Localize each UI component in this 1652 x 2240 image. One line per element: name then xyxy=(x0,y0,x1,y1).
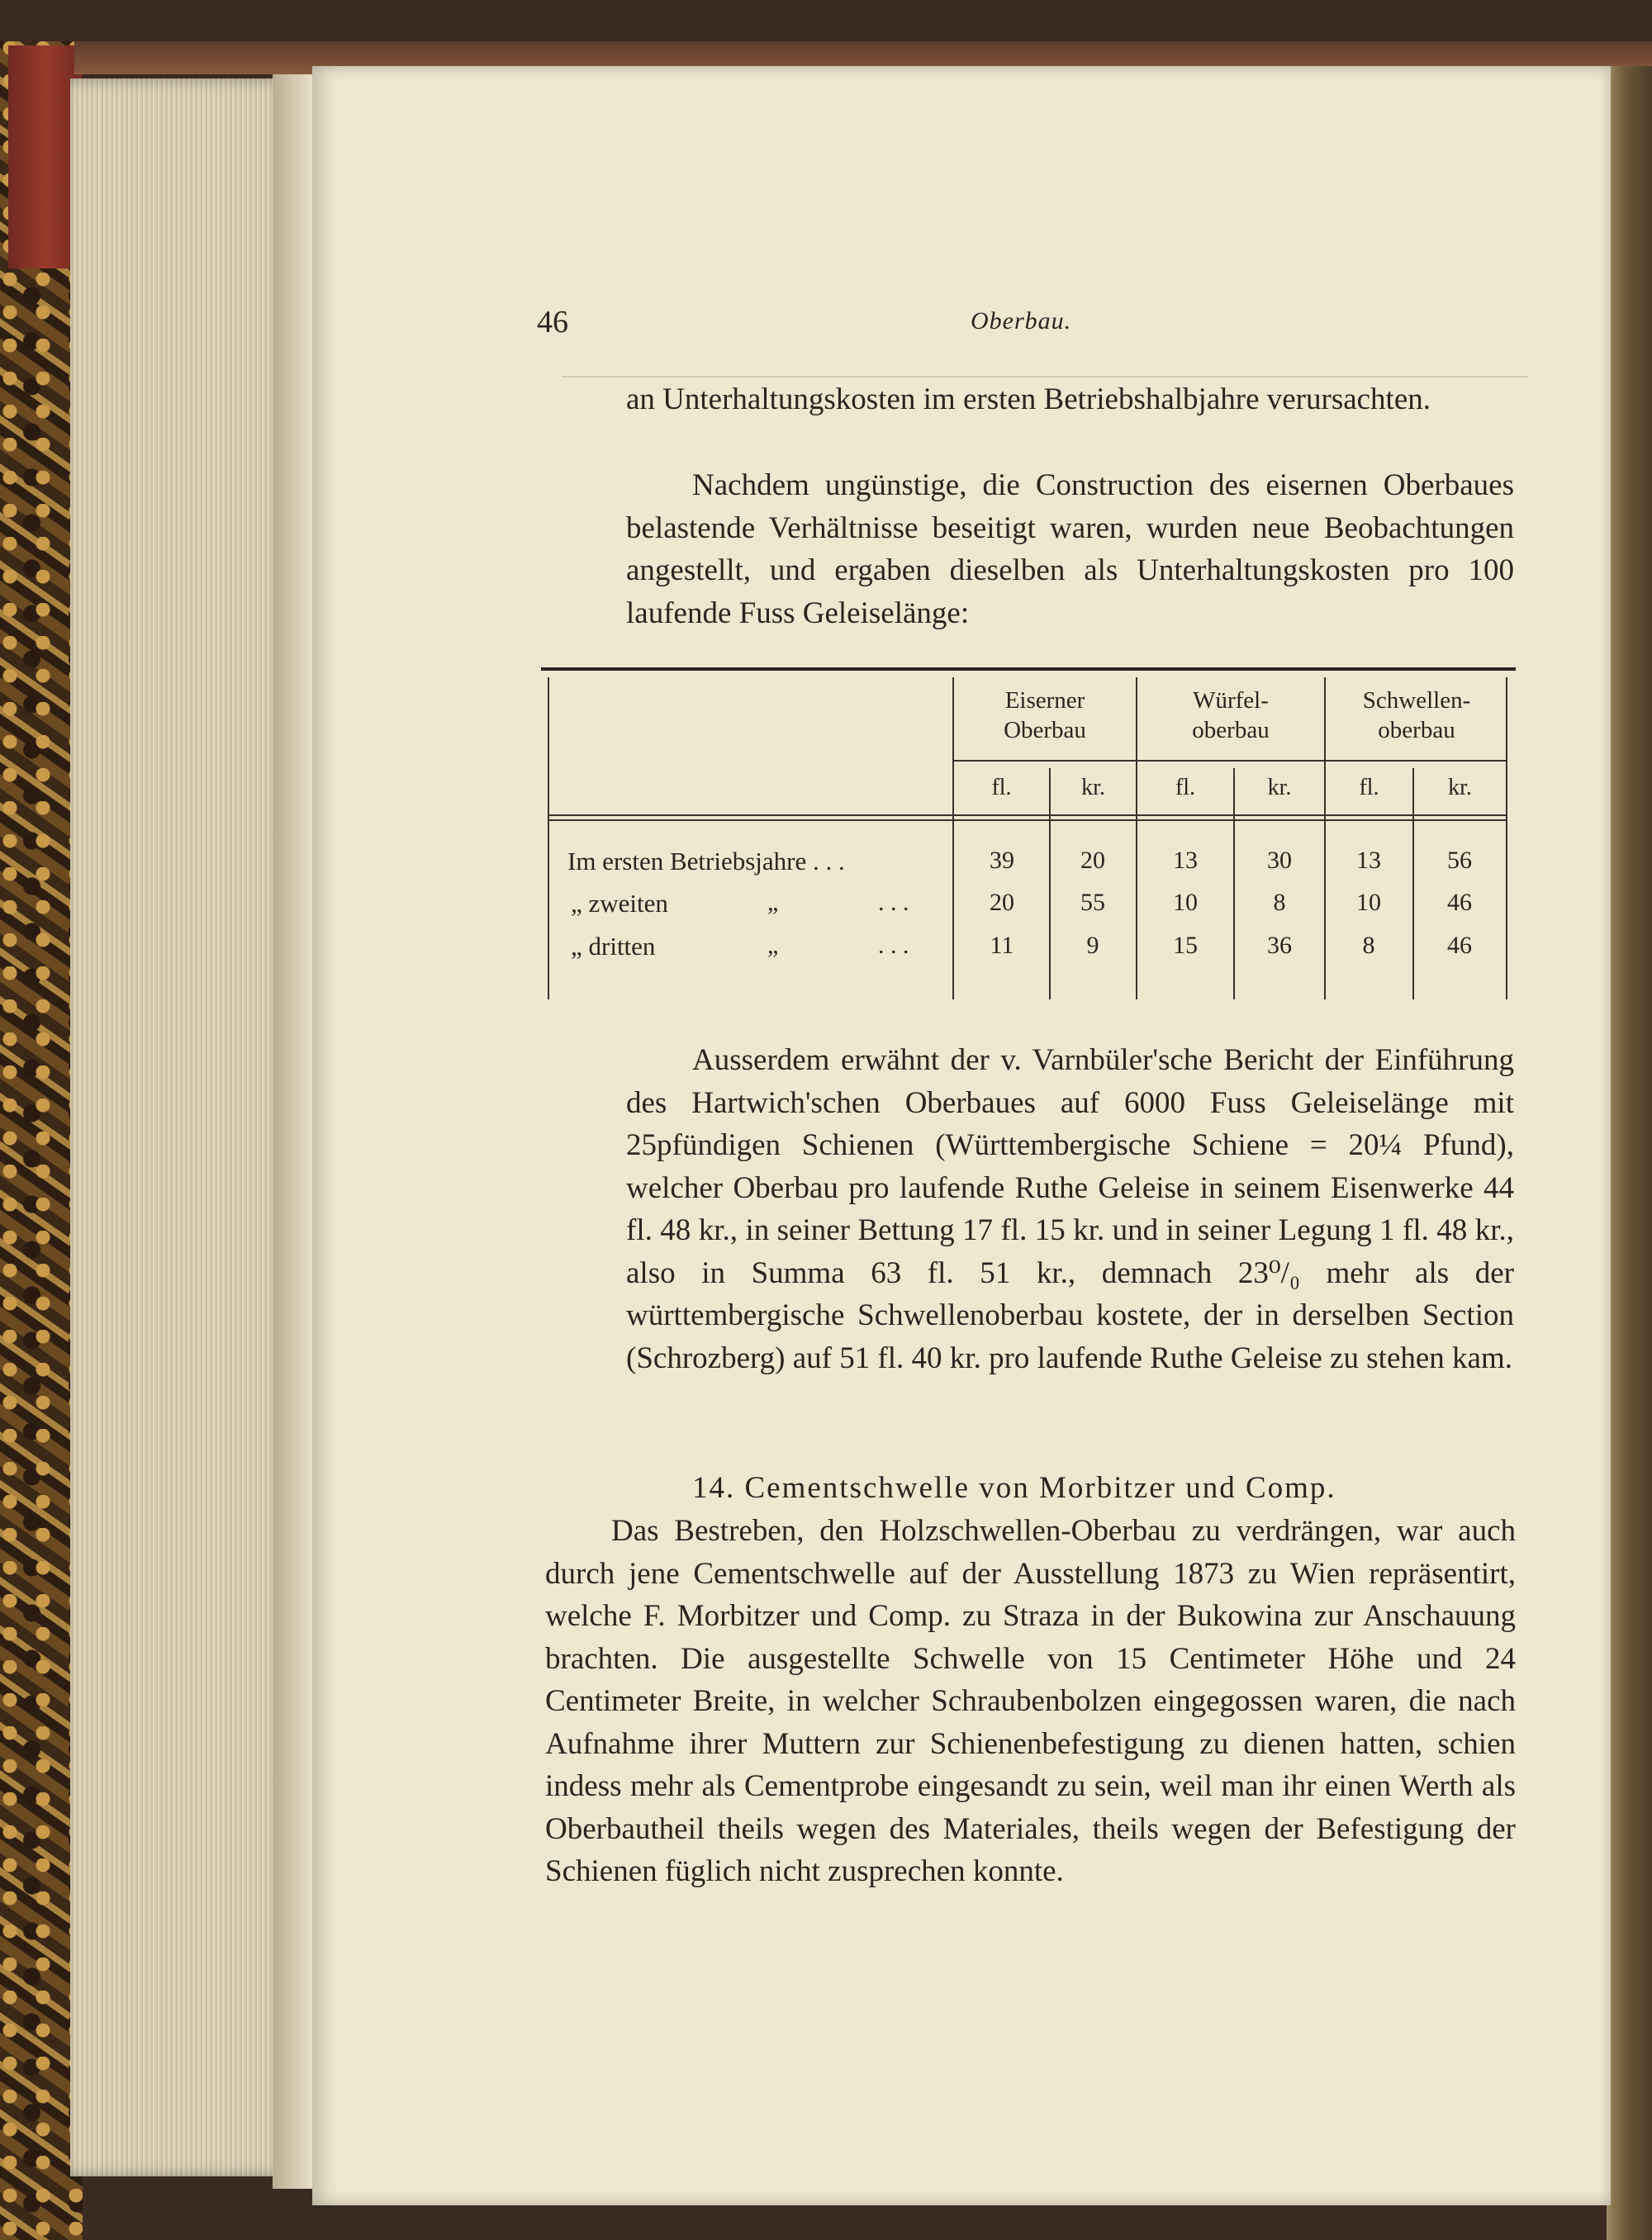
unit-fl: fl. xyxy=(991,775,1012,800)
header-line: oberbau xyxy=(1378,717,1455,743)
header-line: Schwellen- xyxy=(1362,687,1471,714)
header-rule-2 xyxy=(548,819,1507,821)
table-cell: 20 xyxy=(990,889,1014,916)
header-eiserner-oberbau xyxy=(954,686,1136,745)
header-line: Eiserner xyxy=(1004,687,1085,714)
table-cell: 56 xyxy=(1447,847,1472,874)
table-cell: 10 xyxy=(1356,889,1381,916)
row-label-third-year: „ dritten xyxy=(571,932,656,961)
row-label-first-year: Im ersten Betriebsjahre . . . xyxy=(567,847,845,876)
ditto-mark: „ xyxy=(767,889,779,916)
paragraph-varnbueler-report: Ausserdem erwähnt der v. Varnbüler'sche Bericht der Einführung des Hartwich'schen Oberbaues auf 6000 Fuss Geleiselänge mit 25pfündigen Schienen (Württembergische Schiene = 20¼ Pfund), welcher Oberbau pro laufende Ruthe Geleise in seinem Eisenwerke 44 fl. 48 kr., in seiner Bettung 17 fl. 15 kr. und in seiner Legung 1 fl. 48 kr., also in Summa 63 fl. 51 kr., demnach 23⁰/₀ mehr als der württembergische Schwellenoberbau kostete, der in derselben Section (Schrozberg) auf 51 fl. 40 kr. pro laufende Ruthe Geleise zu stehen kam. xyxy=(626,1043,1514,1375)
group-underline xyxy=(952,760,1507,762)
show-through-rule xyxy=(562,376,1528,377)
header-rule-1 xyxy=(548,814,1507,816)
header-line: Oberbau xyxy=(1004,717,1086,743)
table-cell: 30 xyxy=(1267,847,1292,874)
book-right-edge xyxy=(1607,66,1652,2240)
table-top-rule xyxy=(541,667,1516,671)
ellipsis-dots: . . . xyxy=(878,932,909,959)
table-cell: 13 xyxy=(1173,847,1198,874)
header-line: Würfel- xyxy=(1193,687,1269,714)
table-left-border xyxy=(548,677,549,999)
table-cell: 10 xyxy=(1173,889,1198,916)
sub-divider-1 xyxy=(1049,768,1051,999)
table-cell: 8 xyxy=(1273,889,1286,916)
ellipsis-dots: . . . xyxy=(878,889,909,916)
cost-table xyxy=(541,667,1516,998)
unit-kr: kr. xyxy=(1448,775,1472,800)
unit-kr: kr. xyxy=(1081,775,1105,800)
sub-divider-2 xyxy=(1233,768,1235,999)
header-schwellenoberbau xyxy=(1326,686,1507,745)
table-cell: 55 xyxy=(1080,889,1105,916)
table-cell: 15 xyxy=(1173,932,1198,959)
table-cell: 46 xyxy=(1447,932,1472,959)
running-head: Oberbau. xyxy=(971,307,1072,335)
table-cell: 13 xyxy=(1356,847,1381,874)
table-cell: 8 xyxy=(1362,932,1375,959)
table-cell: 36 xyxy=(1267,932,1292,959)
page-gutter xyxy=(273,74,314,2189)
table-cell: 39 xyxy=(990,847,1014,874)
unit-kr: kr. xyxy=(1267,775,1292,800)
table-cell: 46 xyxy=(1447,889,1472,916)
table-cell: 9 xyxy=(1086,932,1099,959)
unit-fl: fl. xyxy=(1175,775,1196,800)
sub-divider-3 xyxy=(1412,768,1414,999)
section-heading-14: 14. Cementschwelle von Morbitzer und Comp. xyxy=(692,1471,1336,1505)
table-cell: 11 xyxy=(990,932,1014,959)
header-wuerfeloberbau xyxy=(1137,686,1324,745)
paragraph-cementschwelle: Das Bestreben, den Holzschwellen-Oberbau zu verdrängen, war auch durch jene Cementschwelle auf der Ausstellung 1873 zu Wien repräsentirt, welche F. Morbitzer und Comp. zu Straza in der Bukowina zur Anschauung brachten. Die ausgestellte Schwelle von 15 Centimeter Höhe und 24 Centimeter Breite, in welcher Schraubenbolzen eingegossen waren, die nach Aufnahme ihrer Muttern zur Schienenbefestigung zu dienen hatten, schien indess mehr als Cementprobe eingesandt zu sein, weil man ihr einen Werth als Oberbautheil theils wegen des Materiales, theils wegen der Befestigung der Schienen füglich nicht zusprechen konnte. xyxy=(545,1514,1516,1888)
row-label-second-year: „ zweiten xyxy=(571,889,668,918)
paragraph-continuation: an Unterhaltungskosten im ersten Betriebshalbjahre verursachten. xyxy=(626,382,1431,416)
paragraph-observations: Nachdem ungünstige, die Construction des eisernen Oberbaues belastende Verhältnisse beseitigt waren, wurden neue Beobachtungen angestellt, und ergaben dieselben als Unterhaltungskosten pro 100 laufende Fuss Geleiselänge: xyxy=(626,468,1514,630)
table-cell: 20 xyxy=(1080,847,1105,874)
ditto-mark: „ xyxy=(767,932,779,959)
header-line: oberbau xyxy=(1192,717,1270,743)
unit-fl: fl. xyxy=(1359,775,1379,800)
page-number: 46 xyxy=(537,305,568,339)
